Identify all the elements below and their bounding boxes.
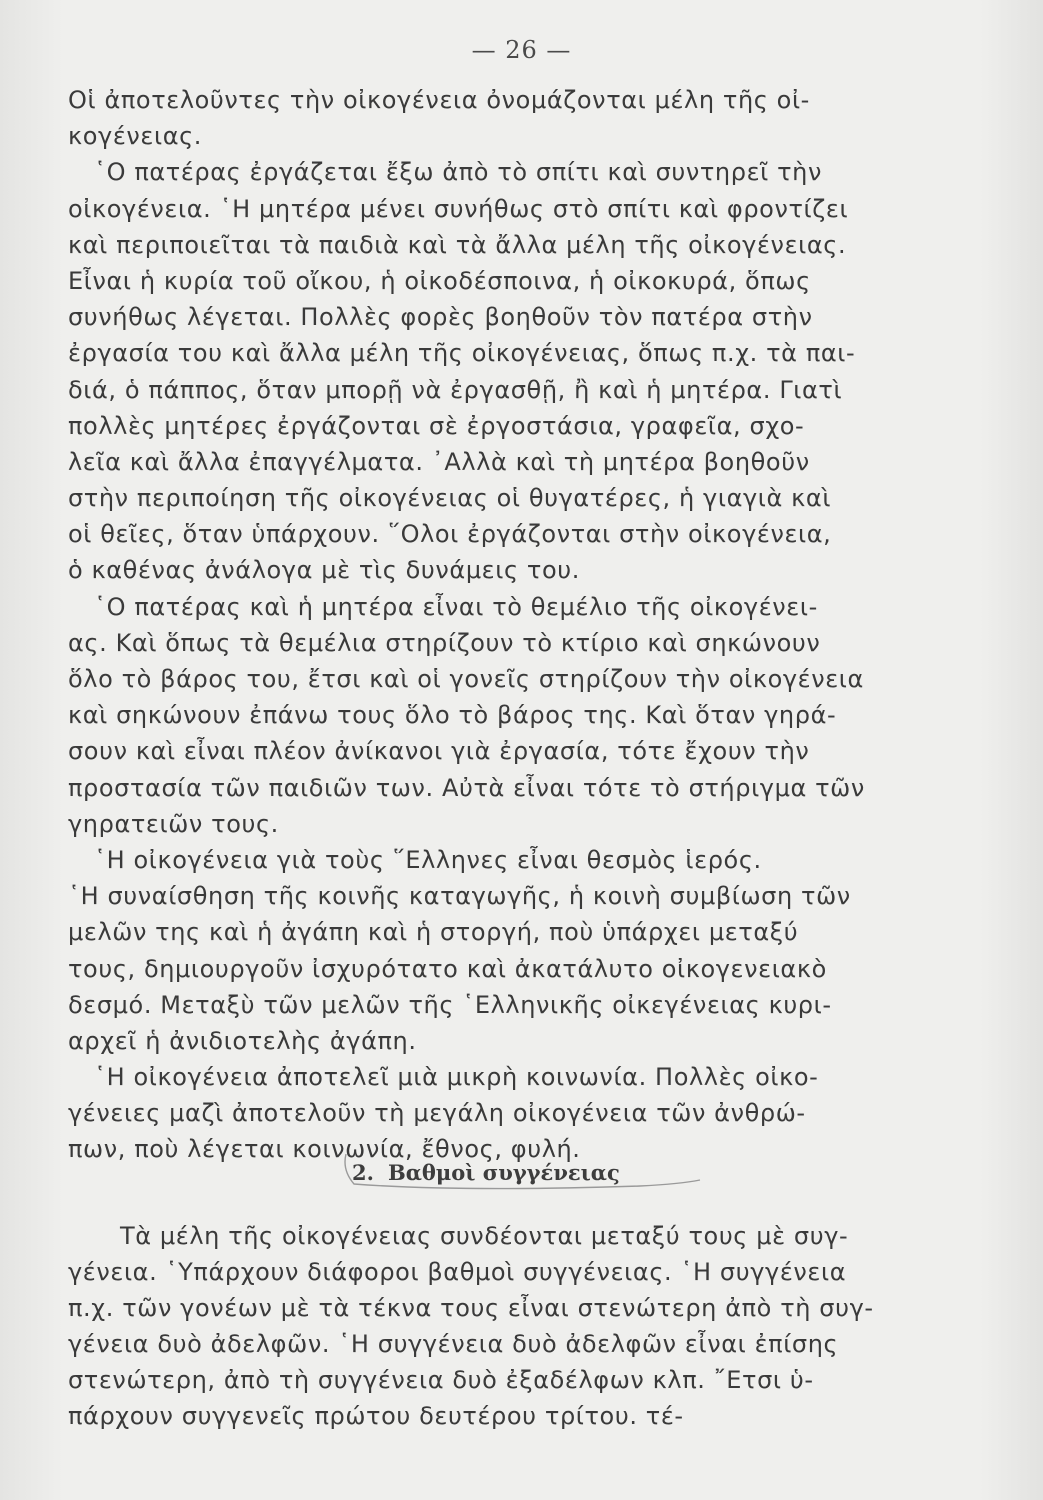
text-line: μελῶν της καὶ ἡ ἀγάπη καὶ ἡ στοργή, ποὺ ὑπάρχει μεταξύ bbox=[68, 918, 799, 947]
text-line: Τὰ μέλη τῆς οἰκογένειας συνδέονται μεταξύ τους μὲ συγ- bbox=[120, 1222, 849, 1250]
text-line: ὁ καθένας ἀνάλογα μὲ τὶς δυνάμεις του. bbox=[68, 556, 580, 585]
text-line: ῾Η οἰκογένεια γιὰ τοὺς ῞Ελληνες εἶναι θεσμὸς ἱερός. bbox=[94, 845, 762, 874]
text-line: ῾Η οἰκογένεια ἀποτελεῖ μιὰ μικρὴ κοινωνία. Πολλὲς οἰκο- bbox=[94, 1063, 819, 1092]
text-line: ας. Καὶ ὅπως τὰ θεμέλια στηρίζουν τὸ κτίριο καὶ σηκώνουν bbox=[68, 628, 821, 657]
text-line: στενώτερη, ἀπὸ τὴ συγγένεια δυὸ ἐξαδέλφων κλπ. ῎Ετσι ὑ- bbox=[68, 1366, 814, 1394]
text-line: προστασία τῶν παιδιῶν των. Αὐτὰ εἶναι τότε τὸ στήριγμα τῶν bbox=[68, 773, 865, 802]
text-line: αρχεῖ ἡ ἀνιδιοτελὴς ἀγάπη. bbox=[68, 1026, 417, 1055]
text-line: ῾Η συναίσθηση τῆς κοινῆς καταγωγῆς, ἡ κοινὴ συμβίωση τῶν bbox=[68, 882, 851, 911]
text-line: ῾Ο πατέρας καὶ ἡ μητέρα εἶναι τὸ θεμέλιο τῆς οἰκογένει- bbox=[94, 592, 818, 621]
text-line: γένειες μαζὶ ἀποτελοῦν τὴ μεγάλη οἰκογένεια τῶν ἀνθρώ- bbox=[68, 1099, 806, 1128]
text-line: λεῖα καὶ ἄλλα ἐπαγγέλματα. ᾽Αλλὰ καὶ τὴ μητέρα βοηθοῦν bbox=[68, 447, 810, 476]
text-line: ἐργασία του καὶ ἄλλα μέλη τῆς οἰκογένειας, ὅπως π.χ. τὰ παι- bbox=[68, 339, 856, 368]
text-line: κογένειας. bbox=[68, 122, 203, 151]
text-line: διά, ὁ πάππος, ὅταν μπορῇ νὰ ἐργασθῇ, ἢ καὶ ἡ μητέρα. Γιατὶ bbox=[68, 375, 843, 404]
section-number: 2. bbox=[352, 1160, 374, 1185]
section-title: Βαθμοὶ συγγένειας bbox=[388, 1160, 620, 1185]
text-line: Εἶναι ἡ κυρία τοῦ οἴκου, ἡ οἰκοδέσποινα, ἡ οἰκοκυρά, ὅπως bbox=[68, 266, 811, 295]
text-line: Οἱ ἀποτελοῦντες τὴν οἰκογένεια ὀνομάζονται μέλη τῆς οἰ- bbox=[68, 86, 810, 114]
text-line: σουν καὶ εἶναι πλέον ἀνίκανοι γιὰ ἐργασία, τότε ἔχουν τὴν bbox=[68, 737, 810, 766]
text-line: π.χ. τῶν γονέων μὲ τὰ τέκνα τους εἶναι στενώτερη ἀπὸ τὴ συγ- bbox=[68, 1294, 874, 1322]
text-line: οἱ θεῖες, ὅταν ὑπάρχουν. ῞Ολοι ἐργάζονται στὴν οἰκογένεια, bbox=[68, 520, 832, 549]
text-line: ὅλο τὸ βάρος του, ἔτσι καὶ οἱ γονεῖς στηρίζουν τὴν οἰκογένεια bbox=[68, 665, 864, 693]
text-line: γηρατειῶν τους. bbox=[68, 809, 279, 838]
text-line: δεσμό. Μεταξὺ τῶν μελῶν τῆς ῾Ελληνικῆς οἰκεγένειας κυρι- bbox=[68, 990, 832, 1019]
text-line: καὶ περιποιεῖται τὰ παιδιὰ καὶ τὰ ἄλλα μέλη τῆς οἰκογένειας. bbox=[68, 230, 847, 259]
text-line: ῾Ο πατέρας ἐργάζεται ἔξω ἀπὸ τὸ σπίτι καὶ συντηρεῖ τὴν bbox=[94, 158, 822, 187]
text-line: πολλὲς μητέρες ἐργάζονται σὲ ἐργοστάσια, γραφεῖα, σχο- bbox=[68, 411, 805, 440]
text-line: καὶ σηκώνουν ἐπάνω τους ὅλο τὸ βάρος της. Καὶ ὅταν γηρά- bbox=[68, 701, 837, 730]
text-line: οἰκογένεια. ῾Η μητέρα μένει συνήθως στὸ σπίτι καὶ φροντίζει bbox=[68, 194, 849, 223]
text-line: στὴν περιποίηση τῆς οἰκογένειας οἱ θυγατέρες, ἡ γιαγιὰ καὶ bbox=[68, 484, 832, 513]
page-number: — 26 — bbox=[471, 36, 572, 64]
section-heading bbox=[340, 1150, 710, 1192]
text-line: πων, ποὺ λέγεται κοινωνία, ἔθνος, φυλή. bbox=[68, 1135, 581, 1164]
text-line: γένεια. ῾Υπάρχουν διάφοροι βαθμοὶ συγγένειας. ῾Η συγγένεια bbox=[68, 1258, 847, 1286]
text-line: τους, δημιουργοῦν ἰσχυρότατο καὶ ἀκατάλυτο οἰκογενειακὸ bbox=[68, 954, 827, 983]
text-line: πάρχουν συγγενεῖς πρώτου δευτέρου τρίτου. τέ- bbox=[68, 1402, 684, 1430]
text-line: γένεια δυὸ ἀδελφῶν. ῾Η συγγένεια δυὸ ἀδελφῶν εἶναι ἐπίσης bbox=[68, 1330, 839, 1358]
section-body-text bbox=[68, 1218, 968, 1434]
text-line: συνήθως λέγεται. Πολλὲς φορὲς βοηθοῦν τὸν πατέρα στὴν bbox=[68, 303, 813, 332]
body-text bbox=[68, 82, 968, 1168]
